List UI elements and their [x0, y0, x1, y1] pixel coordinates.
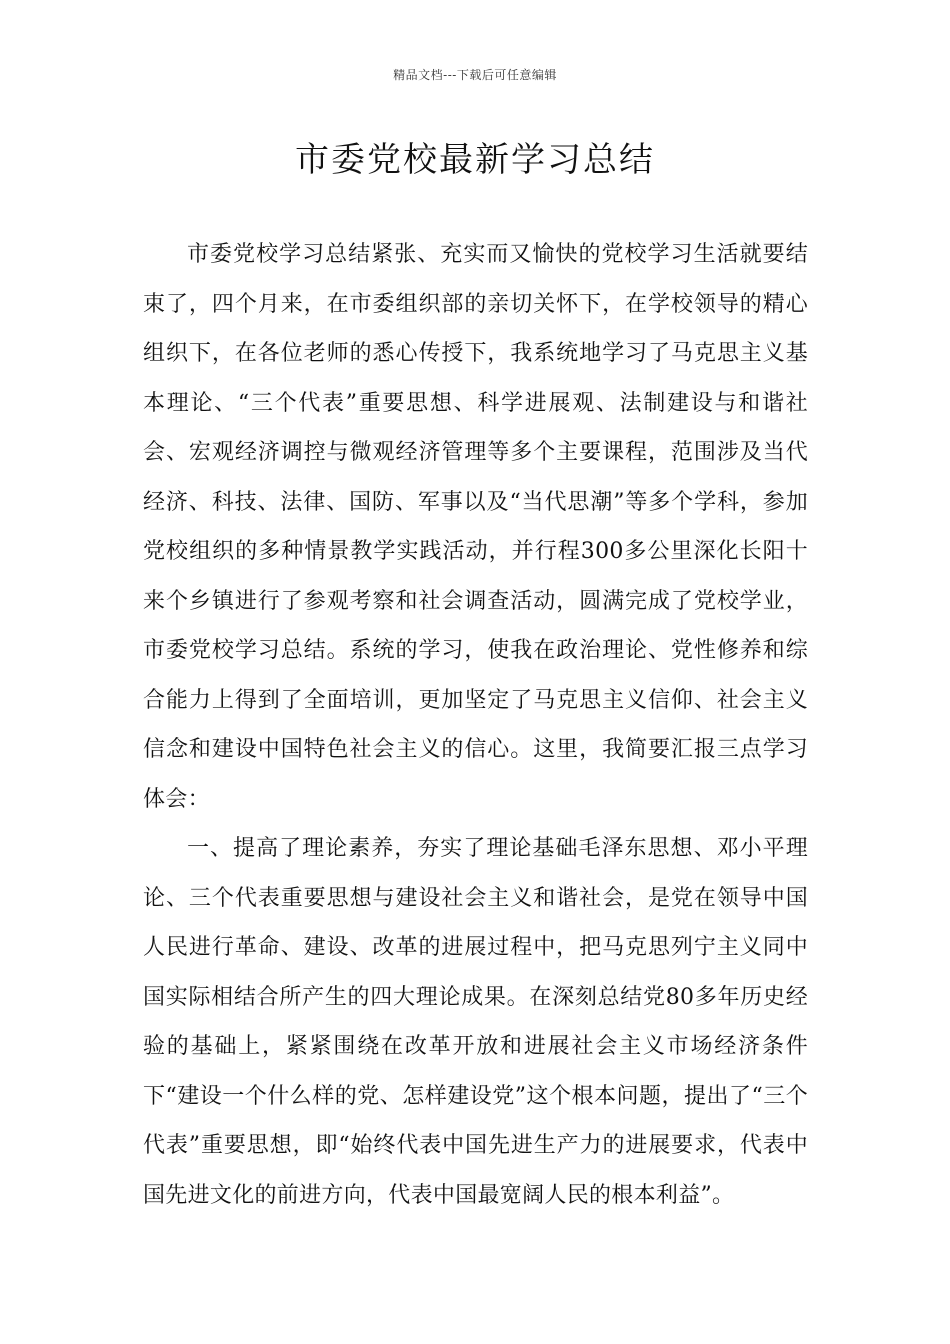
- document-title: 市委党校最新学习总结: [295, 140, 655, 180]
- document-body: [143, 230, 808, 1220]
- header-note: 精品文档---下载后可任意编辑: [393, 68, 557, 82]
- paragraph-section-one: 一、提高了理论素养，夯实了理论基础毛泽东思想、邓小平理论、三个代表重要思想与建设社会主义和谐社会，是党在领导中国人民进行革命、建设、改革的进展过程中，把马克思列宁主义同中国实际相结合所产生的四大理论成果。在深刻总结党80多年历史经验的基础上，紧紧围绕在改革开放和进展社会主义市场经济条件下“建设一个什么样的党、怎样建设党”这个根本问题，提出了“三个代表”重要思想，即“始终代表中国先进生产力的进展要求，代表中国先进文化的前进方向，代表中国最宽阔人民的根本利益”。: [143, 836, 808, 1208]
- paragraph-intro: 市委党校学习总结紧张、充实而又愉快的党校学习生活就要结束了，四个月来，在市委组织部的亲切关怀下，在学校领导的精心组织下，在各位老师的悉心传授下，我系统地学习了马克思主义基本理论、“三个代表”重要思想、科学进展观、法制建设与和谐社会、宏观经济调控与微观经济管理等多个主要课程，范围涉及当代经济、科技、法律、国防、军事以及“当代思潮”等多个学科，参加党校组织的多种情景教学实践活动，并行程300多公里深化长阳十来个乡镇进行了参观考察和社会调查活动，圆满完成了党校学业，市委党校学习总结。系统的学习，使我在政治理论、党性修养和综合能力上得到了全面培训，更加坚定了马克思主义信仰、社会主义信念和建设中国特色社会主义的信心。这里，我简要汇报三点学习体会：: [143, 242, 808, 812]
